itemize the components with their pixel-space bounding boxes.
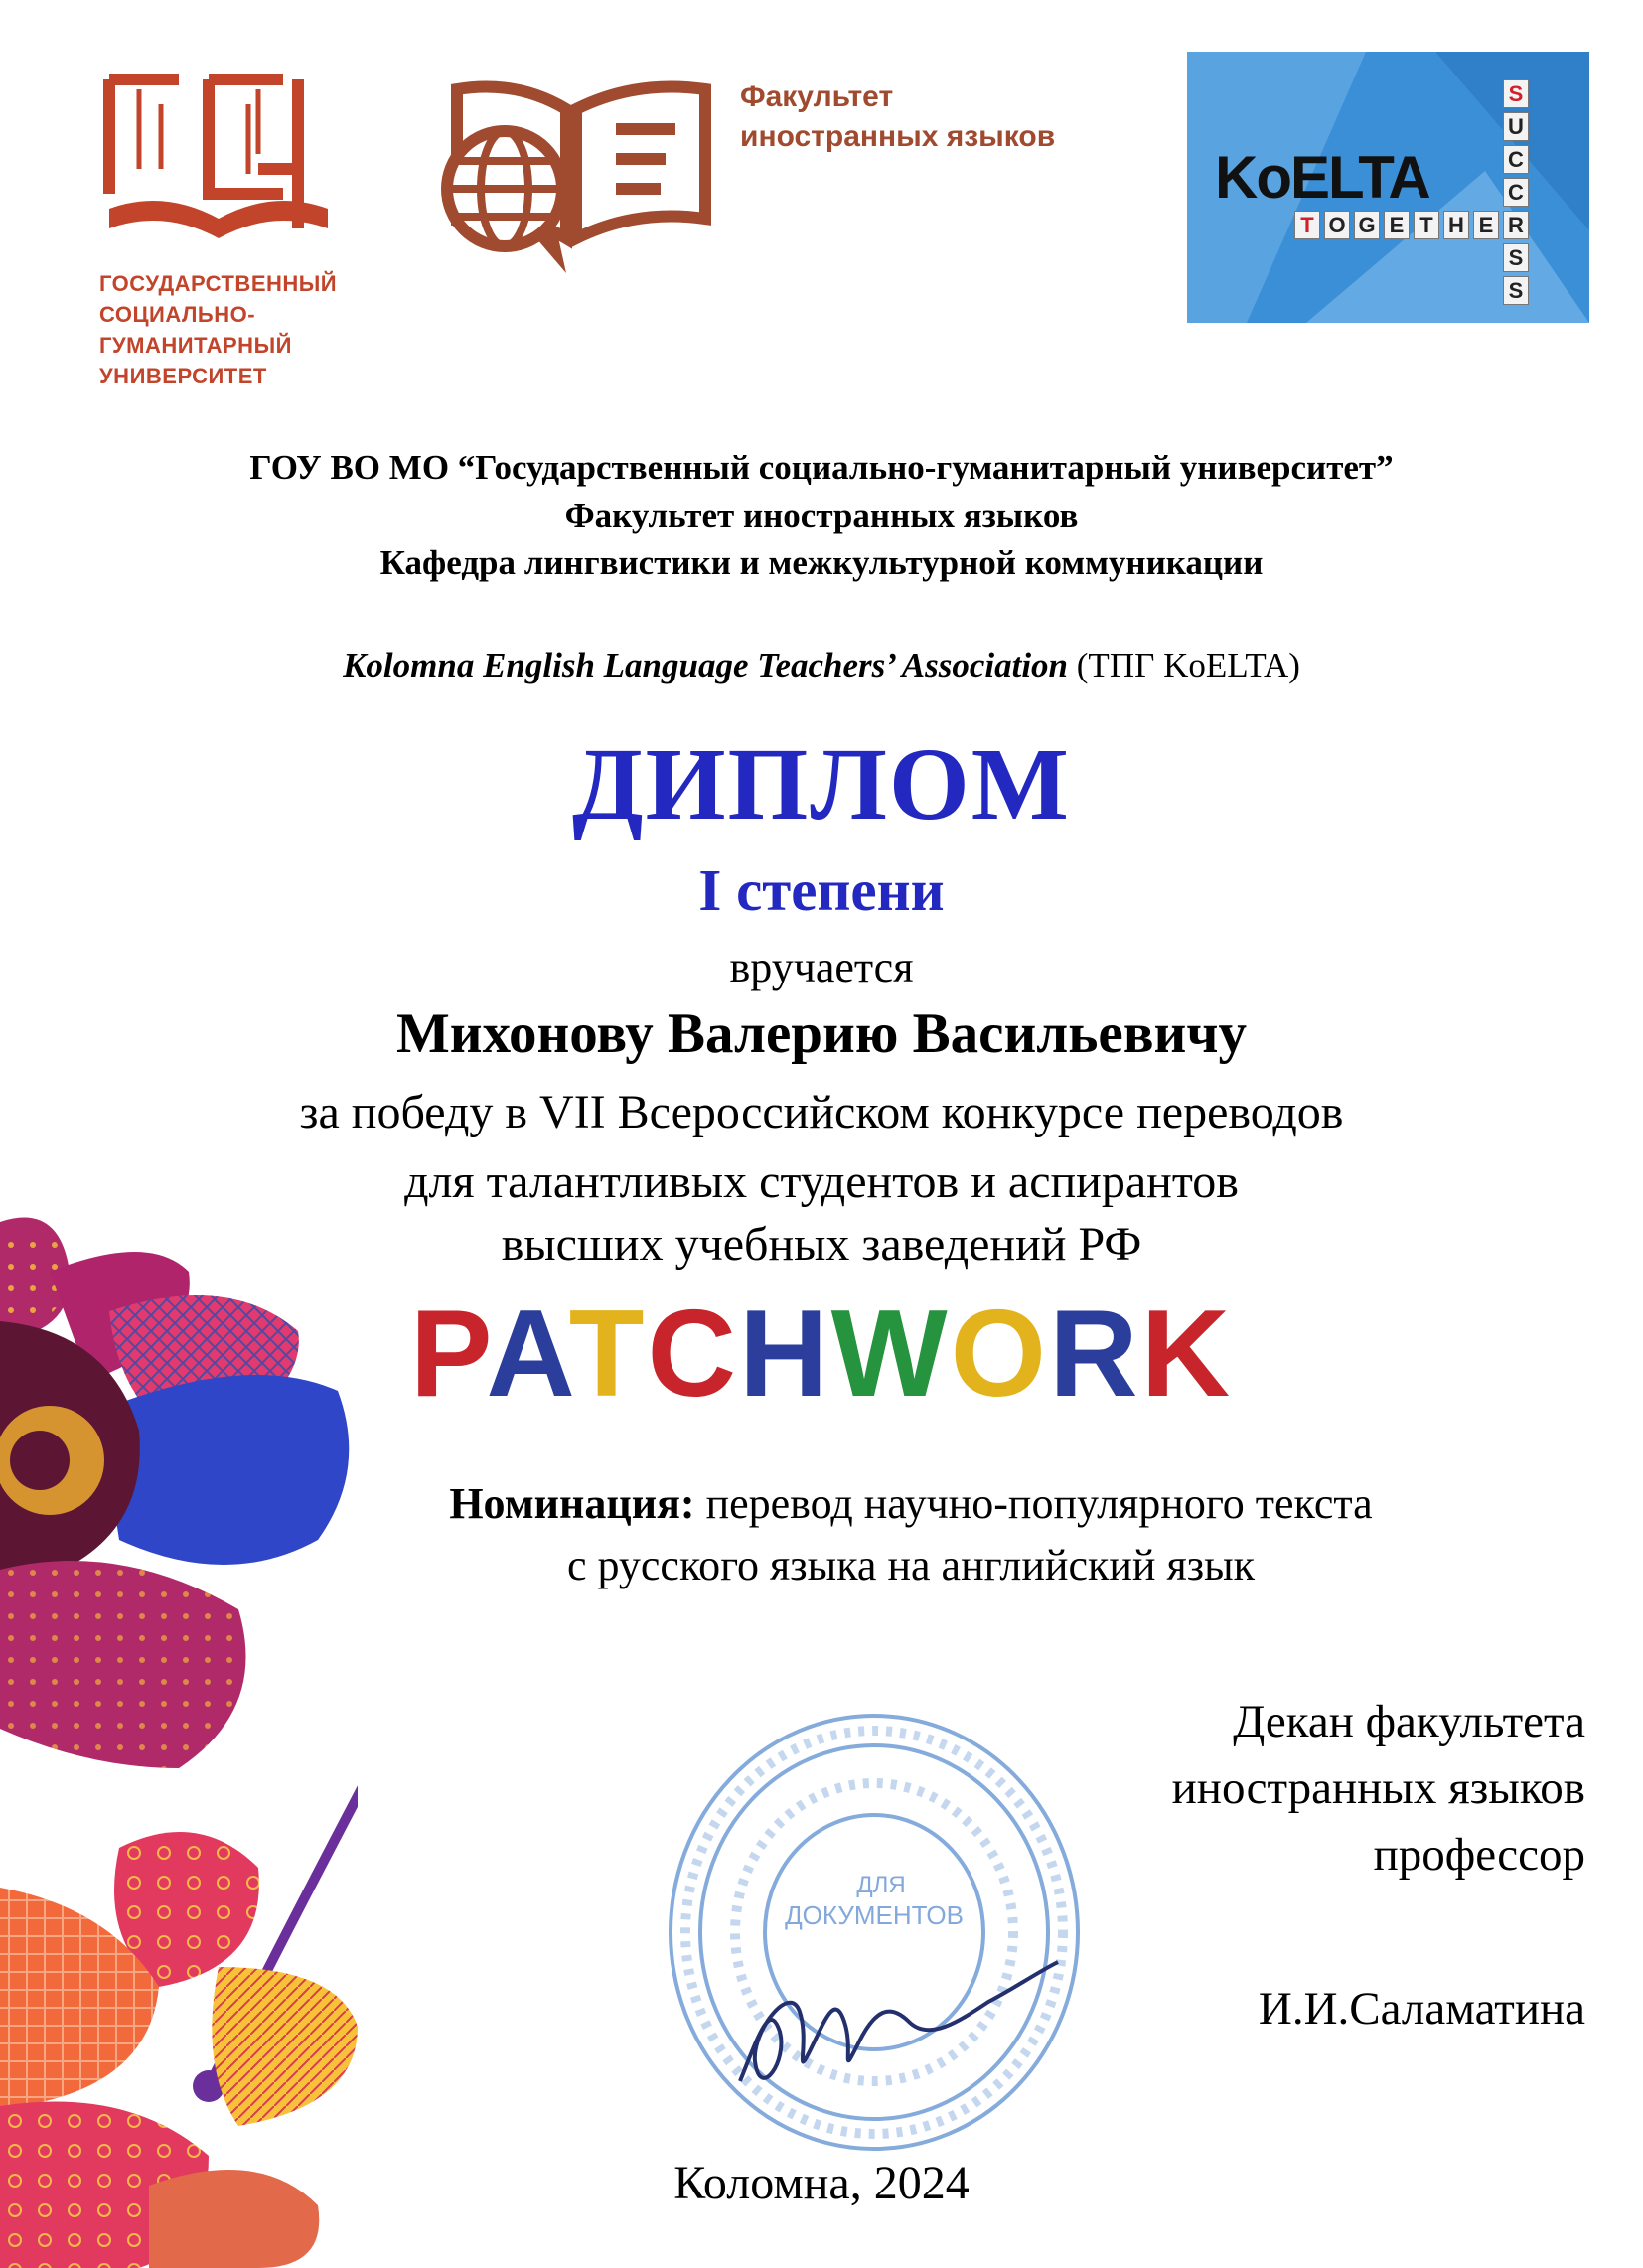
stamp-text: ДОКУМЕНТОВ xyxy=(785,1900,964,1930)
reason-line: высших учебных заведений РФ xyxy=(501,1218,1142,1271)
faculty-globe-book-icon xyxy=(417,70,735,288)
recipient-name: Михонову Валерию Васильевичу xyxy=(396,1002,1247,1065)
reason-line: за победу в VII Всероссийском конкурсе переводов xyxy=(299,1086,1344,1138)
success-tile: C xyxy=(1503,145,1529,174)
signatory-title-line: профессор xyxy=(1373,1829,1585,1881)
gsu-name-line: СОЦИАЛЬНО- xyxy=(99,302,256,327)
awarded-text: вручается xyxy=(729,943,914,991)
together-tile: O xyxy=(1324,211,1350,239)
gsu-logo xyxy=(99,70,397,397)
koelta-logo xyxy=(1187,52,1589,323)
success-tile: S xyxy=(1503,243,1529,272)
nomination-text: перевод научно-популярного текста xyxy=(694,1479,1373,1528)
gsu-name-line: УНИВЕРСИТЕТ xyxy=(99,364,267,388)
together-tile: E xyxy=(1384,211,1410,239)
association-line xyxy=(0,646,1643,685)
nomination-label: Номинация: xyxy=(449,1479,695,1528)
signatory-title-line: иностранных языков xyxy=(1171,1762,1585,1814)
department-line: Кафедра лингвистики и межкультурной коммуникации xyxy=(379,543,1264,582)
stamp-text: ДЛЯ xyxy=(856,1872,906,1898)
faculty-line: Факультет иностранных языков xyxy=(564,496,1079,534)
signatory-title xyxy=(1172,1689,1585,1889)
diploma-degree: I степени xyxy=(698,857,945,923)
together-tile: R xyxy=(1503,211,1529,239)
together-tile: H xyxy=(1443,211,1469,239)
reason-line: для талантливых студентов и аспирантов xyxy=(404,1155,1239,1208)
place-date: Коломна, 2024 xyxy=(673,2157,970,2209)
success-tile: U xyxy=(1503,112,1529,141)
decorative-flower-icon xyxy=(0,1212,358,2268)
association-name: Kolomna English Language Teachers’ Association xyxy=(343,646,1069,684)
contest-logo-letter: H xyxy=(739,1285,831,1423)
faculty-logo-line: Факультет xyxy=(740,80,894,113)
official-stamp xyxy=(661,1704,1088,2161)
contest-logo-letter: O xyxy=(950,1285,1050,1423)
gsu-name xyxy=(99,268,397,391)
association-abbr: (ТПГ KoELTA) xyxy=(1068,646,1300,684)
koelta-word: KoELTA xyxy=(1215,144,1429,211)
gsu-name-line: ГУМАНИТАРНЫЙ xyxy=(99,333,292,358)
contest-logo-letter: W xyxy=(830,1285,951,1423)
signatory-name: И.И.Саламатина xyxy=(1258,1983,1585,2035)
contest-logo-letter: P xyxy=(409,1285,487,1423)
institution-line: ГОУ ВО МО “Государственный социально-гуманитарный университет” xyxy=(249,448,1394,487)
together-tile: T xyxy=(1294,211,1320,239)
faculty-logo-line: иностранных языков xyxy=(740,120,1056,153)
gsu-emblem-icon xyxy=(99,70,338,258)
gsu-name-line: ГОСУДАРСТВЕННЫЙ xyxy=(99,271,338,296)
faculty-logo-text xyxy=(740,77,1177,157)
together-tile: G xyxy=(1354,211,1380,239)
diploma-title: ДИПЛОМ xyxy=(572,727,1071,841)
contest-logo-letter: R xyxy=(1049,1285,1141,1423)
together-tile: E xyxy=(1473,211,1499,239)
success-tile: S xyxy=(1503,276,1529,305)
contest-logo-letter: C xyxy=(647,1285,739,1423)
success-tile: C xyxy=(1503,178,1529,207)
nomination-line-2: с русского языка на английский язык xyxy=(566,1541,1256,1589)
contest-logo-letter: A xyxy=(486,1285,569,1423)
together-tile: T xyxy=(1414,211,1439,239)
success-tile: S xyxy=(1503,79,1529,108)
contest-logo-letter: T xyxy=(568,1285,648,1423)
signatory-title-line: Декан факультета xyxy=(1233,1696,1585,1747)
contest-logo-letter: K xyxy=(1140,1285,1234,1423)
